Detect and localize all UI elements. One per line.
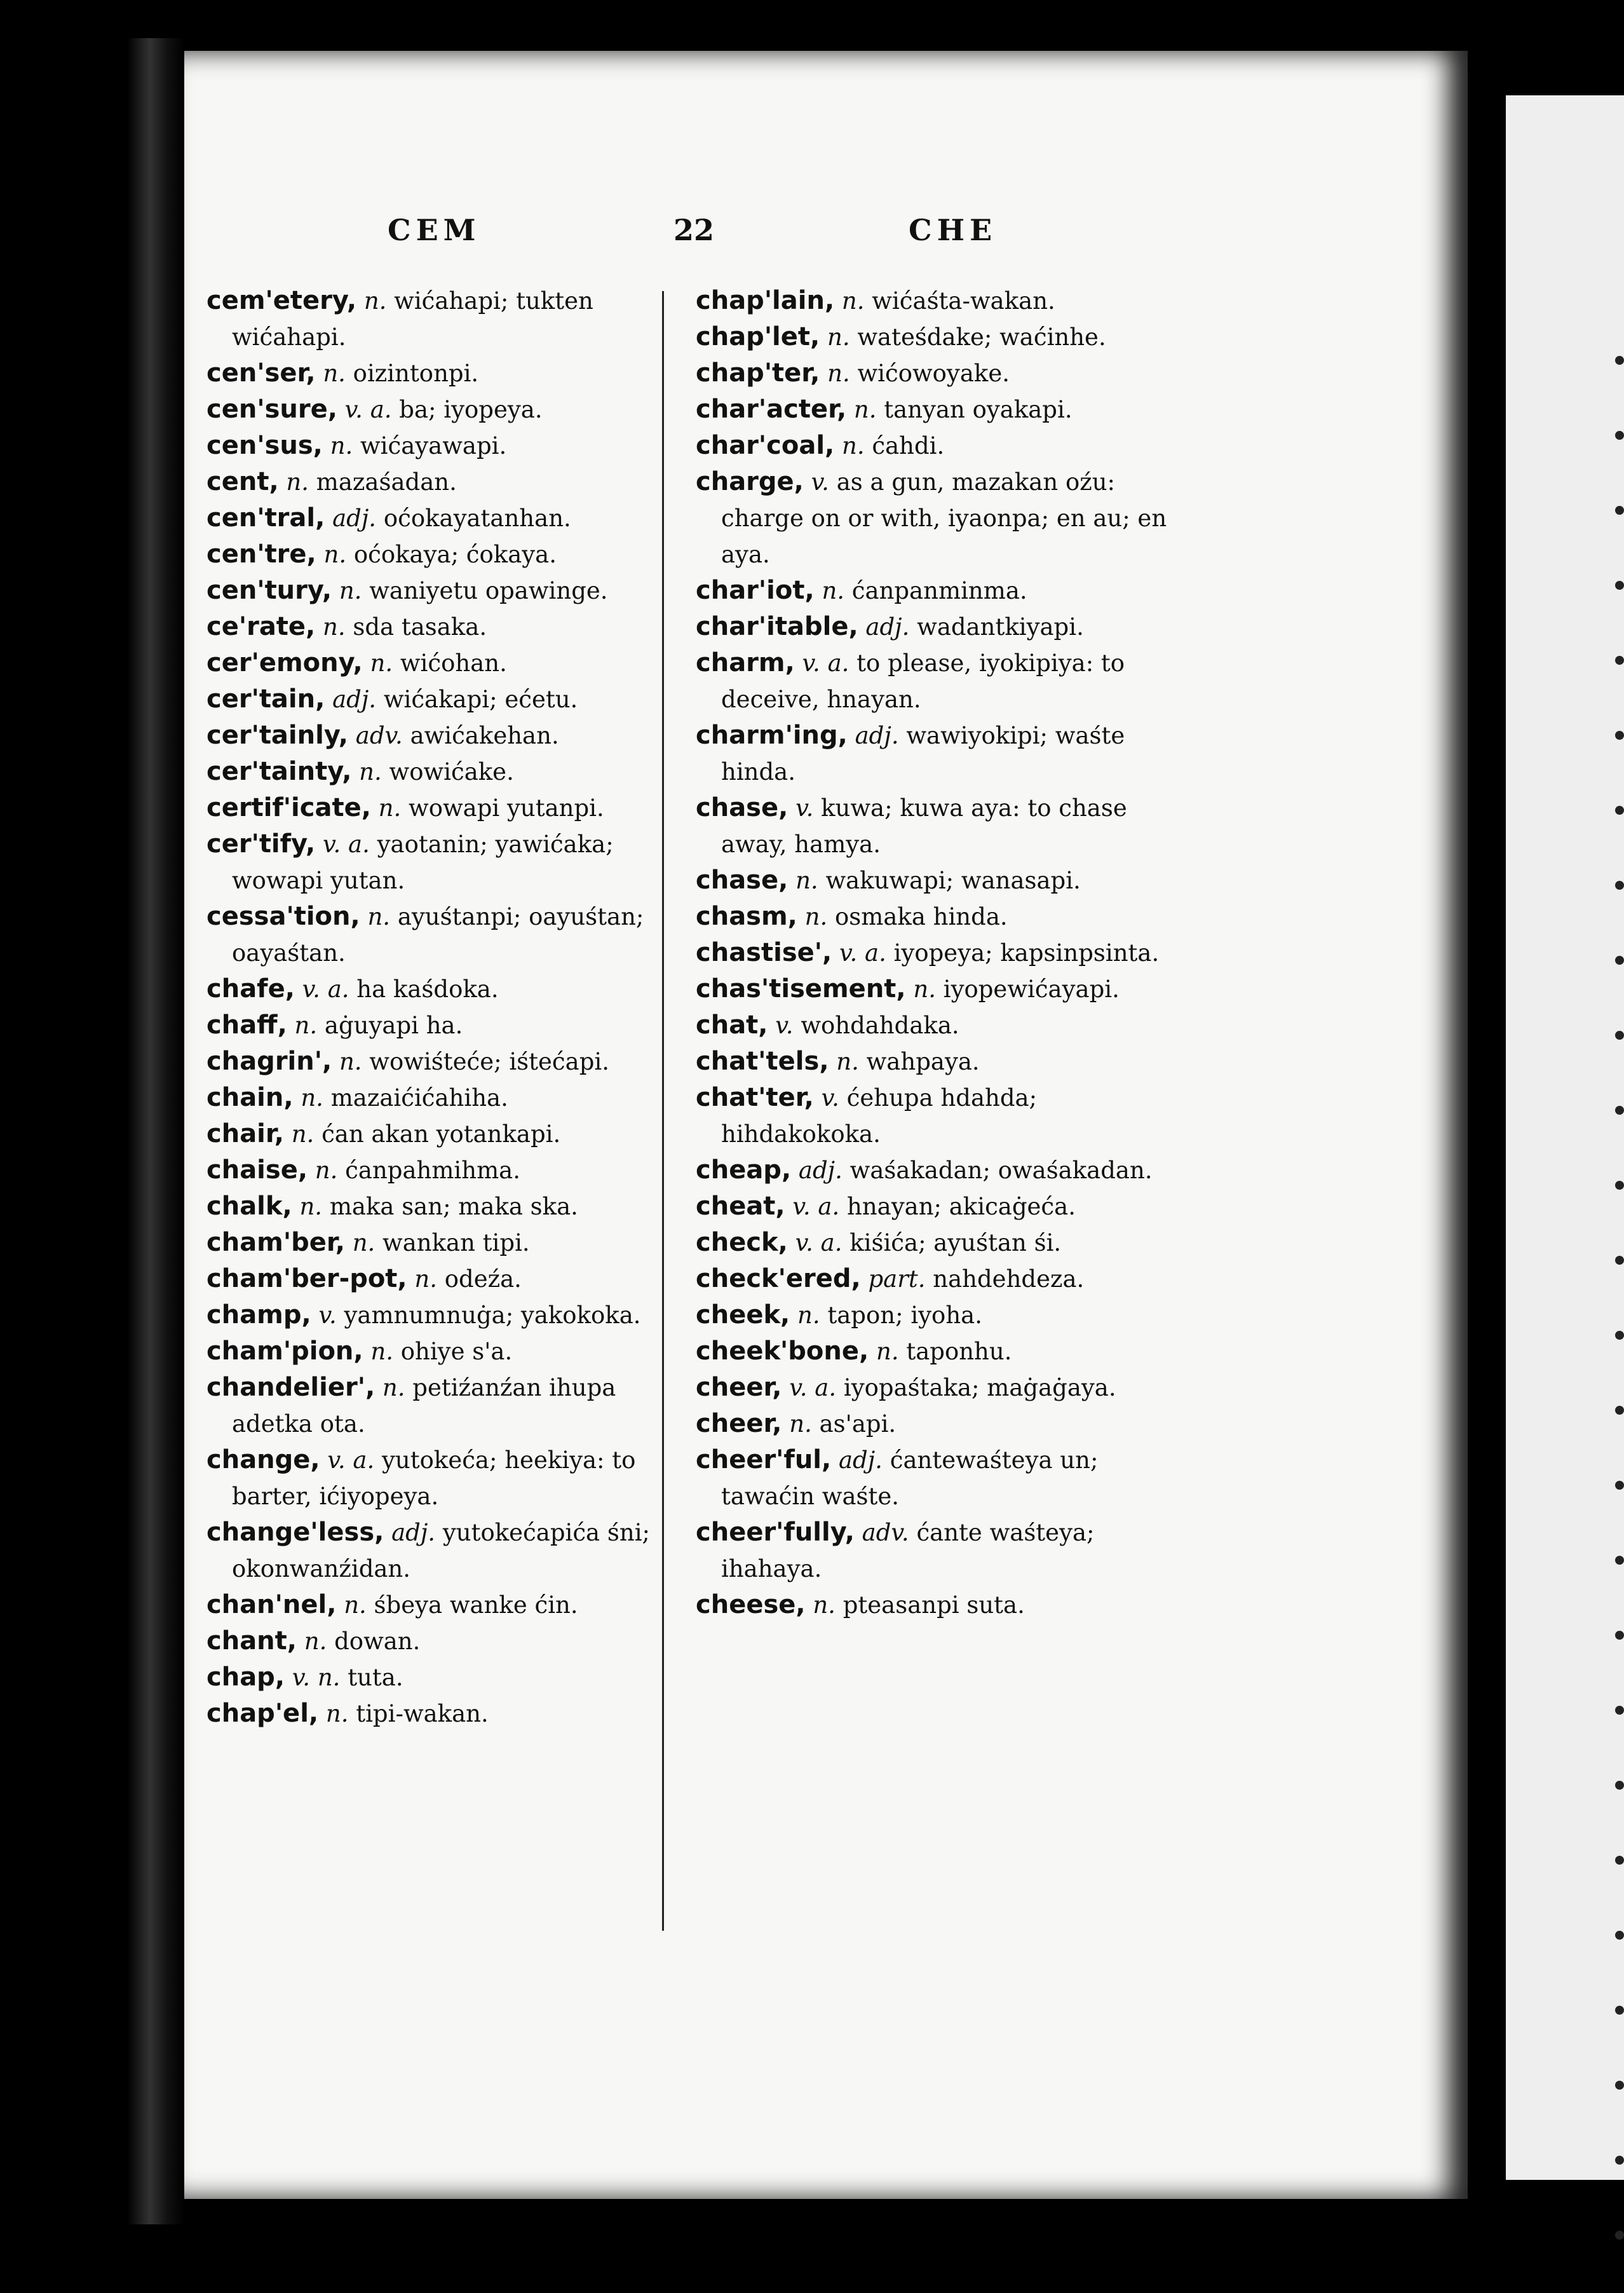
part-of-speech: v. a. <box>839 939 886 967</box>
headword: cer'tain, <box>206 684 325 714</box>
dictionary-entry <box>696 609 1179 645</box>
part-of-speech: n. <box>370 1338 393 1365</box>
dictionary-entry <box>206 1696 689 1732</box>
headword: cer'tainty, <box>206 757 352 786</box>
dictionary-entry <box>696 971 1179 1007</box>
part-of-speech: n. <box>352 1229 376 1256</box>
part-of-speech: n. <box>414 1265 437 1293</box>
headword: chair, <box>206 1119 284 1148</box>
definition: yutokeća; heekiya: to barter, ićiyopeya. <box>232 1446 636 1510</box>
definition: ćan akan yotankapi. <box>321 1120 561 1148</box>
definition: śbeya wanke ćin. <box>374 1591 578 1619</box>
part-of-speech: v. a. <box>789 1374 837 1401</box>
dictionary-entry <box>206 826 689 899</box>
definition: waniyetu opawinge. <box>369 577 608 604</box>
dictionary-entry <box>206 500 689 536</box>
definition: odeźa. <box>444 1265 522 1293</box>
headword: chasm, <box>696 902 797 931</box>
headword: cer'tainly, <box>206 721 348 750</box>
headword: cen'sus, <box>206 431 323 460</box>
part-of-speech: n. <box>344 1591 367 1619</box>
running-header <box>0 213 1624 251</box>
definition: yutokećapića śni; okonwanźidan. <box>232 1519 650 1582</box>
bullet-mark <box>1615 1856 1624 1865</box>
dictionary-entry <box>696 862 1179 899</box>
part-of-speech: n. <box>382 1374 405 1401</box>
bullet-mark <box>1615 1631 1624 1640</box>
dictionary-entry <box>696 1188 1179 1225</box>
bullet-mark <box>1615 581 1624 590</box>
definition: ayuśtanpi; oayuśtan; oayaśtan. <box>232 903 644 967</box>
part-of-speech: n. <box>836 1048 859 1075</box>
definition: aġuyapi ha. <box>324 1012 463 1039</box>
part-of-speech: v. a. <box>802 650 849 677</box>
headword: chase, <box>696 793 788 822</box>
bullet-mark <box>1615 1931 1624 1940</box>
part-of-speech: adj. <box>332 505 377 532</box>
column-rule <box>662 291 664 1931</box>
headword: chandelier', <box>206 1373 376 1402</box>
part-of-speech: n. <box>363 287 387 315</box>
headword: certif'icate, <box>206 793 371 822</box>
headword: cham'ber, <box>206 1228 345 1257</box>
dictionary-entry <box>696 899 1179 935</box>
definition: tuta. <box>348 1664 403 1691</box>
bullet-mark <box>1615 2231 1624 2240</box>
dictionary-entry <box>206 464 689 500</box>
bullet-mark <box>1615 1781 1624 1790</box>
bullet-mark <box>1615 806 1624 815</box>
definition: oizintonpi. <box>353 360 479 387</box>
part-of-speech: n. <box>913 976 936 1003</box>
bullet-mark <box>1615 1256 1624 1265</box>
part-of-speech: v. n. <box>292 1664 341 1691</box>
definition: yamnumnuġa; yakokoka. <box>344 1302 641 1329</box>
part-of-speech: v. a. <box>795 1229 842 1256</box>
definition: wakuwapi; wanasapi. <box>825 867 1081 894</box>
part-of-speech: n. <box>286 468 309 496</box>
part-of-speech: n. <box>359 758 382 786</box>
dictionary-entry <box>696 935 1179 971</box>
headword: charm'ing, <box>696 721 848 750</box>
headword: cheat, <box>696 1192 785 1221</box>
dictionary-entry <box>206 645 689 681</box>
part-of-speech: v. <box>811 468 829 496</box>
definition: wahpaya. <box>866 1048 980 1075</box>
definition: ćanpahmihma. <box>345 1157 520 1184</box>
part-of-speech: n. <box>301 1084 323 1112</box>
bullet-mark <box>1615 2006 1624 2015</box>
headword: chap, <box>206 1663 285 1692</box>
dictionary-entry <box>206 718 689 754</box>
definition: pteasanpi suta. <box>842 1591 1025 1619</box>
headword: chas'tisement, <box>696 974 906 1004</box>
headword: cen'sure, <box>206 395 337 424</box>
dictionary-entry <box>696 1080 1179 1152</box>
headword: charm, <box>696 648 795 677</box>
part-of-speech: n. <box>370 650 393 677</box>
dictionary-entry <box>206 899 689 971</box>
part-of-speech: n. <box>795 867 818 894</box>
dictionary-entry <box>696 1442 1179 1514</box>
dictionary-entry <box>696 790 1179 862</box>
dictionary-entry <box>206 790 689 826</box>
definition: oćokayatanhan. <box>383 505 571 532</box>
dictionary-entry <box>696 355 1179 391</box>
definition: wićakapi; ećetu. <box>383 686 578 713</box>
bullet-mark <box>1615 356 1624 365</box>
bullet-mark <box>1615 956 1624 965</box>
dictionary-entry <box>206 1442 689 1514</box>
dictionary-entry <box>206 1188 689 1225</box>
definition: wohdahdaka. <box>801 1012 959 1039</box>
headword: chase, <box>696 866 788 895</box>
definition: ba; iyopeya. <box>399 396 543 423</box>
part-of-speech: n. <box>291 1120 315 1148</box>
dictionary-entry <box>206 1261 689 1297</box>
part-of-speech: v. a. <box>302 976 349 1003</box>
definition: ohiye s'a. <box>400 1338 513 1365</box>
definition: petiźanźan ihupa adetka ota. <box>232 1374 616 1438</box>
headword: chaff, <box>206 1010 287 1040</box>
definition: oćokaya; ćokaya. <box>353 541 557 568</box>
headword: check'ered, <box>696 1264 861 1293</box>
part-of-speech: v. a. <box>322 831 370 858</box>
definition: mazaićićahiha. <box>330 1084 508 1112</box>
header-left-guide-word: CEM <box>388 213 481 247</box>
headword: chat, <box>696 1010 768 1040</box>
dictionary-entry <box>206 1659 689 1696</box>
part-of-speech: n. <box>804 903 828 930</box>
dictionary-entry <box>206 971 689 1007</box>
dictionary-entry <box>206 1623 689 1659</box>
dictionary-entry <box>206 573 689 609</box>
definition: taponhu. <box>906 1338 1012 1365</box>
dictionary-entry <box>206 1333 689 1370</box>
definition: iyopewićayapi. <box>943 976 1120 1003</box>
headword: chap'ter, <box>696 358 820 388</box>
dictionary-entry <box>696 1370 1179 1406</box>
bullet-mark <box>1615 1181 1624 1190</box>
part-of-speech: n. <box>842 432 865 459</box>
bullet-mark <box>1615 1481 1624 1490</box>
left-column <box>206 283 689 1732</box>
page-number: 22 <box>673 213 715 247</box>
bullet-mark <box>1615 731 1624 740</box>
definition: mazaśadan. <box>316 468 457 496</box>
bullet-mark <box>1615 2156 1624 2165</box>
dictionary-entry <box>206 1370 689 1442</box>
part-of-speech: n. <box>367 903 391 930</box>
part-of-speech: n. <box>789 1410 812 1438</box>
headword: chat'ter, <box>696 1083 814 1112</box>
definition: wićahapi; tukten wićahapi. <box>232 287 593 351</box>
headword: chain, <box>206 1083 294 1112</box>
part-of-speech: n. <box>822 577 845 604</box>
bullet-mark <box>1615 431 1624 440</box>
part-of-speech: v. <box>795 794 814 822</box>
book-spine <box>127 38 184 2224</box>
part-of-speech: adj. <box>865 613 910 641</box>
definition: kuwa; kuwa aya: to chase away, hamya. <box>721 794 1127 858</box>
header-right-guide-word: CHE <box>909 213 998 247</box>
headword: cheer'fully, <box>696 1518 855 1547</box>
dictionary-entry <box>696 573 1179 609</box>
part-of-speech: n. <box>323 613 346 641</box>
headword: chant, <box>206 1626 297 1656</box>
dictionary-entry <box>696 718 1179 790</box>
dictionary-entry <box>206 681 689 718</box>
dictionary-entry <box>696 428 1179 464</box>
dictionary-entry <box>206 1116 689 1152</box>
part-of-speech: adj. <box>391 1519 436 1546</box>
bullet-mark <box>1615 1706 1624 1715</box>
bullet-mark <box>1615 656 1624 665</box>
bullet-mark <box>1615 1031 1624 1040</box>
headword: champ, <box>206 1300 311 1330</box>
definition: ćanpanminma. <box>851 577 1027 604</box>
definition: kiśića; ayuśtan śi. <box>849 1229 1062 1256</box>
dictionary-entry <box>206 536 689 573</box>
dictionary-entry <box>696 1007 1179 1044</box>
dictionary-entry <box>206 1152 689 1188</box>
part-of-speech: v. a. <box>792 1193 840 1220</box>
definition: wićohan. <box>400 650 507 677</box>
headword: charge, <box>696 467 804 496</box>
headword: cheek'bone, <box>696 1337 869 1366</box>
part-of-speech: adj. <box>798 1157 842 1184</box>
part-of-speech: n. <box>330 432 353 459</box>
part-of-speech: n. <box>323 360 346 387</box>
bullet-mark <box>1615 1556 1624 1565</box>
dictionary-entry <box>206 355 689 391</box>
headword: char'acter, <box>696 395 847 424</box>
part-of-speech: n. <box>339 1048 362 1075</box>
bullet-mark <box>1615 1331 1624 1340</box>
definition: awićakehan. <box>410 722 559 749</box>
headword: cen'tury, <box>206 576 332 605</box>
definition: iyopaśtaka; maġaġaya. <box>843 1374 1116 1401</box>
headword: chalk, <box>206 1192 292 1221</box>
dictionary-entry <box>696 1297 1179 1333</box>
definition: sda tasaka. <box>353 613 487 641</box>
definition: wićaśta-wakan. <box>872 287 1055 315</box>
headword: cessa'tion, <box>206 902 360 931</box>
definition: wowićake. <box>389 758 514 786</box>
facing-page-bullets <box>1607 0 1624 2293</box>
headword: cham'pion, <box>206 1337 363 1366</box>
dictionary-entry <box>696 283 1179 319</box>
headword: char'itable, <box>696 612 858 641</box>
headword: chap'el, <box>206 1699 319 1728</box>
part-of-speech: n. <box>323 541 347 568</box>
facing-page-edge <box>1506 95 1624 2180</box>
headword: cheer, <box>696 1373 782 1402</box>
definition: tipi-wakan. <box>356 1700 489 1727</box>
headword: char'coal, <box>696 431 835 460</box>
dictionary-entry <box>696 1514 1179 1587</box>
part-of-speech: adv. <box>355 722 403 749</box>
dictionary-entry <box>206 754 689 790</box>
bullet-mark <box>1615 2081 1624 2090</box>
definition: ćante waśteya; ihahaya. <box>721 1519 1095 1582</box>
bullet-mark <box>1615 1106 1624 1115</box>
dictionary-entry <box>206 1225 689 1261</box>
part-of-speech: n. <box>304 1628 327 1655</box>
headword: cheer'ful, <box>696 1445 832 1474</box>
dictionary-entry <box>206 1297 689 1333</box>
definition: ćantewaśteya un; tawaćin waśte. <box>721 1446 1099 1510</box>
headword: cham'ber-pot, <box>206 1264 407 1293</box>
dictionary-entry <box>206 1514 689 1587</box>
headword: cheek, <box>696 1300 790 1330</box>
definition: wankan tipi. <box>382 1229 530 1256</box>
dictionary-entry <box>696 1044 1179 1080</box>
definition: waśakadan; owaśakadan. <box>849 1157 1153 1184</box>
dictionary-entry <box>696 464 1179 573</box>
part-of-speech: v. <box>318 1302 337 1329</box>
part-of-speech: n. <box>339 577 362 604</box>
definition: nahdehdeza. <box>933 1265 1085 1293</box>
part-of-speech: n. <box>325 1700 349 1727</box>
dictionary-entry <box>696 1333 1179 1370</box>
definition: ćehupa hdahda; hihdakokoka. <box>721 1084 1038 1148</box>
dictionary-entry <box>206 1587 689 1623</box>
headword: char'iot, <box>696 576 815 605</box>
headword: chan'nel, <box>206 1590 337 1619</box>
headword: cheap, <box>696 1155 792 1185</box>
headword: cent, <box>206 467 279 496</box>
headword: cen'tral, <box>206 503 325 533</box>
definition: dowan. <box>334 1628 421 1655</box>
definition: wićayawapi. <box>360 432 507 459</box>
dictionary-entry <box>206 1044 689 1080</box>
definition: ha kaśdoka. <box>356 976 499 1003</box>
part-of-speech: v. <box>775 1012 794 1039</box>
definition: as'api. <box>819 1410 897 1438</box>
part-of-speech: adj. <box>855 722 899 749</box>
headword: cer'tify, <box>206 829 316 859</box>
part-of-speech: adj. <box>838 1446 883 1474</box>
dictionary-entry <box>696 645 1179 718</box>
part-of-speech: adj. <box>332 686 377 713</box>
dictionary-entry <box>696 1406 1179 1442</box>
definition: wowapi yutanpi. <box>409 794 604 822</box>
dictionary-entry <box>206 1007 689 1044</box>
headword: cer'emony, <box>206 648 363 677</box>
headword: chat'tels, <box>696 1047 829 1076</box>
definition: wadantkiyapi. <box>917 613 1084 641</box>
dictionary-entry <box>206 1080 689 1116</box>
definition: as a gun, mazakan oźu: charge on or with, iyaonpa; en au; en aya. <box>721 468 1167 568</box>
part-of-speech: n. <box>315 1157 338 1184</box>
headword: chagrin', <box>206 1047 332 1076</box>
headword: chastise', <box>696 938 832 967</box>
bullet-mark <box>1615 506 1624 515</box>
headword: check, <box>696 1228 788 1257</box>
dictionary-entry <box>206 391 689 428</box>
part-of-speech: v. <box>821 1084 839 1112</box>
definition: hnayan; akicaġeća. <box>847 1193 1076 1220</box>
headword: cem'etery, <box>206 286 357 315</box>
headword: chafe, <box>206 974 295 1004</box>
definition: wateśdake; waćinhe. <box>857 323 1106 351</box>
part-of-speech: n. <box>299 1193 323 1220</box>
headword: chap'let, <box>696 322 820 351</box>
definition: wawiyokipi; waśte hinda. <box>721 722 1125 786</box>
dictionary-entry <box>696 1587 1179 1623</box>
dictionary-entry <box>696 1152 1179 1188</box>
part-of-speech: adv. <box>862 1519 909 1546</box>
part-of-speech: n. <box>876 1338 899 1365</box>
part-of-speech: n. <box>853 396 877 423</box>
part-of-speech: part. <box>868 1265 926 1293</box>
dictionary-entry <box>696 391 1179 428</box>
definition: wowiśteće; iśtećapi. <box>369 1048 609 1075</box>
dictionary-entry <box>206 428 689 464</box>
headword: cheese, <box>696 1590 806 1619</box>
definition: wićowoyake. <box>857 360 1010 387</box>
part-of-speech: n. <box>827 360 850 387</box>
part-of-speech: n. <box>841 287 865 315</box>
part-of-speech: v. a. <box>327 1446 375 1474</box>
definition: yaotanin; yawićaka; wowapi yutan. <box>232 831 614 894</box>
part-of-speech: n. <box>797 1302 820 1329</box>
part-of-speech: n. <box>827 323 850 351</box>
part-of-speech: v. a. <box>344 396 392 423</box>
dictionary-entry <box>696 1261 1179 1297</box>
definition: osmaka hinda. <box>835 903 1008 930</box>
definition: maka san; maka ska. <box>329 1193 578 1220</box>
headword: change'less, <box>206 1518 384 1547</box>
headword: cen'tre, <box>206 540 316 569</box>
definition: tapon; iyoha. <box>827 1302 982 1329</box>
part-of-speech: n. <box>294 1012 318 1039</box>
dictionary-entry <box>696 1225 1179 1261</box>
definition: ćahdi. <box>872 432 945 459</box>
dictionary-entry <box>696 319 1179 355</box>
bullet-mark <box>1615 881 1624 890</box>
part-of-speech: n. <box>813 1591 836 1619</box>
right-column <box>696 283 1179 1623</box>
headword: ce'rate, <box>206 612 316 641</box>
bullet-mark <box>1615 1406 1624 1415</box>
headword: chaise, <box>206 1155 308 1185</box>
part-of-speech: n. <box>378 794 402 822</box>
headword: cen'ser, <box>206 358 316 388</box>
definition: iyopeya; kapsinpsinta. <box>893 939 1160 967</box>
headword: cheer, <box>696 1409 782 1438</box>
definition: tanyan oyakapi. <box>884 396 1073 423</box>
dictionary-entry <box>206 609 689 645</box>
headword: change, <box>206 1445 320 1474</box>
definition: to please, iyokipiya: to deceive, hnayan. <box>721 650 1125 713</box>
dictionary-entry <box>206 283 689 355</box>
headword: chap'lain, <box>696 286 835 315</box>
